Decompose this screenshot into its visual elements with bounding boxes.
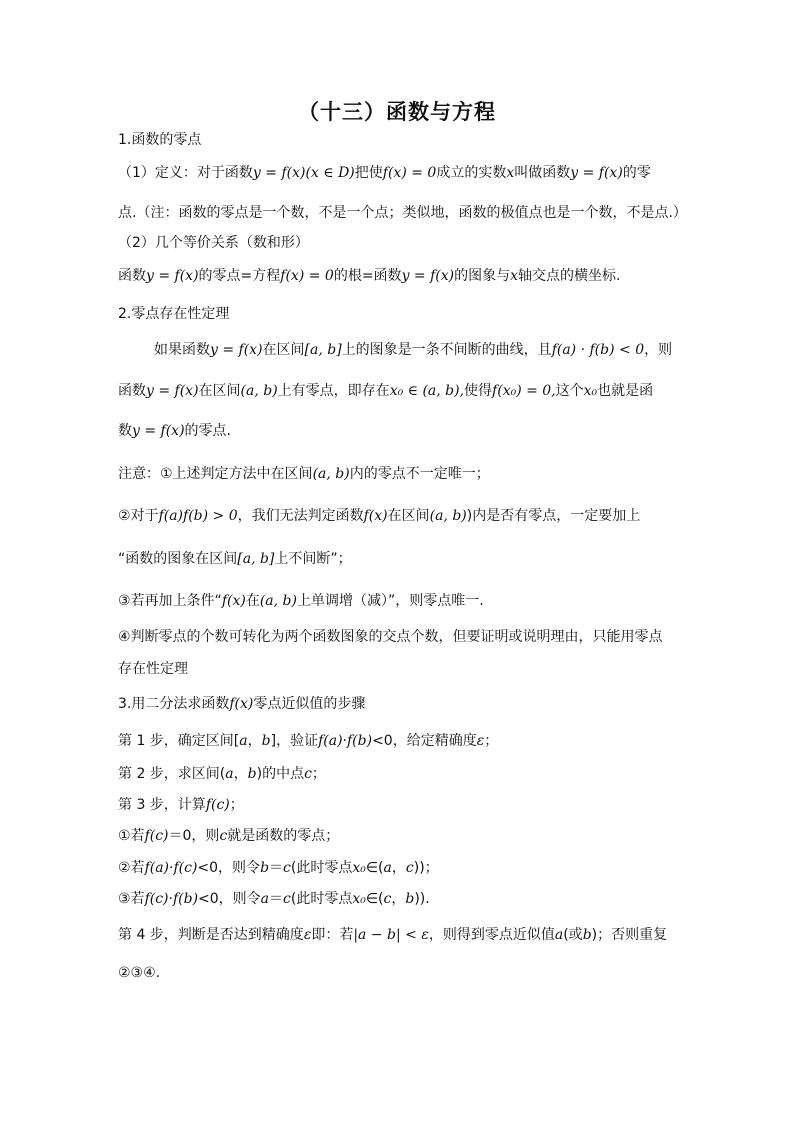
formula: a <box>225 766 234 782</box>
note-2-continued <box>118 549 688 569</box>
text: 注意：①上述判定方法中在区间 <box>118 466 313 482</box>
text: 就是函数的零点； <box>227 828 340 844</box>
formula: c <box>283 860 291 876</box>
formula: x₀ <box>352 891 366 907</box>
text: ，则得到零点近似值 <box>428 927 555 943</box>
text: 在区间 <box>198 383 241 399</box>
text: 这个 <box>555 383 584 399</box>
note-1 <box>118 464 688 484</box>
text: <0，给定精确度 <box>372 733 477 749</box>
formula: x <box>510 268 519 284</box>
formula: c <box>383 891 392 907</box>
formula: f(a)·f(b) <box>318 733 373 749</box>
section-3-heading <box>118 694 688 714</box>
text: 零点近似值的步骤 <box>253 696 366 712</box>
definition-line-1 <box>118 163 688 183</box>
formula: x₀ ∈ (a, b), <box>389 383 465 399</box>
text: ))； <box>413 860 439 876</box>
formula: f(c) <box>144 828 169 844</box>
text: ②对于 <box>118 508 159 524</box>
formula: f(a) · f(b) < 0 <box>551 342 645 358</box>
text: ， <box>391 860 406 876</box>
text: ； <box>229 797 244 813</box>
text: <0，则令 <box>197 860 261 876</box>
text: (此时零点 <box>290 860 353 876</box>
formula: f(a)·f(c) <box>144 860 198 876</box>
page-title: （十三）函数与方程 <box>298 100 496 124</box>
text: 也就是函 <box>597 383 654 399</box>
text: ，则 <box>644 342 673 358</box>
text: ②若 <box>118 860 145 876</box>
subsection-2-heading: （2）几个等价关系（数和形） <box>118 235 309 251</box>
formula: (a, b) <box>429 508 467 524</box>
formula: b <box>405 891 415 907</box>
formula: y = f(x) <box>146 383 199 399</box>
text: 第 3 步，计算 <box>118 797 206 813</box>
formula: |a − b| < ε <box>353 927 429 943</box>
text: ， <box>391 891 406 907</box>
text: )的中点 <box>256 766 305 782</box>
step-1 <box>118 731 688 751</box>
text: 上不间断”； <box>274 551 352 567</box>
formula: x₀ <box>352 860 366 876</box>
formula: y = f(x) <box>132 423 185 439</box>
section-2-heading: 2.零点存在性定理 <box>118 306 230 322</box>
formula: b <box>260 860 270 876</box>
formula: y = f(x) <box>401 268 455 284</box>
case-2 <box>118 858 688 878</box>
text: ＝0，则 <box>168 828 220 844</box>
step-4 <box>118 925 688 945</box>
text: 在 <box>245 593 260 609</box>
text: 成立的实数 <box>436 165 507 181</box>
formula: f(x) = 0 <box>280 268 334 284</box>
text: 第 1 步，确定区间[ <box>118 733 240 749</box>
text: 把使 <box>354 165 383 181</box>
text: 第 4 步，判断是否达到精确度 <box>118 927 304 943</box>
text: 叫做函数 <box>514 165 571 181</box>
text: ， <box>247 733 262 749</box>
step-3 <box>118 795 688 815</box>
text: 内的零点不一定唯一； <box>349 466 490 482</box>
formula: y = f(x) <box>570 165 623 181</box>
text: 的零点. <box>184 423 231 439</box>
formula: b <box>261 733 271 749</box>
formula: (a, b) <box>312 466 350 482</box>
formula: [a, b] <box>237 551 275 567</box>
text: (或 <box>563 927 583 943</box>
formula: c <box>283 891 291 907</box>
text: )). <box>414 891 430 907</box>
formula: a <box>383 860 392 876</box>
formula: c <box>304 766 312 782</box>
step-4-continued: ②③④. <box>118 965 161 981</box>
note-4-line-1: ④判断零点的个数可转化为两个函数图象的交点个数，但要证明或说明理由，只能用零点 <box>118 629 663 645</box>
formula: b <box>247 766 257 782</box>
formula: b <box>582 927 592 943</box>
note-2 <box>118 506 688 526</box>
text: ＝ <box>269 891 284 907</box>
formula: a <box>239 733 248 749</box>
text: 的图象与 <box>454 268 511 284</box>
formula: a <box>260 891 270 907</box>
text: 第 2 步，求区间( <box>118 766 226 782</box>
text: ＝ <box>269 860 284 876</box>
text: ∈( <box>365 891 384 907</box>
formula: (a, b) <box>259 593 297 609</box>
formula: y = f(x) <box>146 268 199 284</box>
formula: f(a)f(b) > 0 <box>158 508 238 524</box>
text: ]，验证 <box>270 733 319 749</box>
formula: y = f(x)(x ∈ D) <box>252 165 355 181</box>
text: 在区间 <box>387 508 430 524</box>
text: )内是否有零点，一定要加上 <box>466 508 641 524</box>
text: “函数的图象在区间 <box>118 551 238 567</box>
theorem-line-2 <box>118 381 688 401</box>
text: 即：若 <box>311 927 354 943</box>
text: 3.用二分法求函数 <box>118 696 230 712</box>
text: ∈( <box>365 860 384 876</box>
formula: x <box>506 165 515 181</box>
formula: f(x) <box>363 508 388 524</box>
text: 函数 <box>118 383 146 399</box>
text: 上单调增（减）”，则零点唯一. <box>296 593 484 609</box>
note-3 <box>118 591 688 611</box>
formula: ε <box>303 927 312 943</box>
text: ①若 <box>118 828 145 844</box>
text: ③若再加上条件“ <box>118 593 222 609</box>
text: ③若 <box>118 891 145 907</box>
formula: [a, b] <box>304 342 342 358</box>
formula: f(x) <box>221 593 246 609</box>
section-1-heading: 1.函数的零点 <box>118 132 202 148</box>
text: ， <box>233 766 248 782</box>
theorem-line-1 <box>154 340 724 360</box>
formula: ε <box>476 733 485 749</box>
formula: f(x) = 0 <box>382 165 437 181</box>
text: 使得 <box>464 383 493 399</box>
formula: c <box>405 860 414 876</box>
step-2 <box>118 764 688 784</box>
text: 在区间 <box>262 342 305 358</box>
formula: a <box>554 927 564 943</box>
text: 轴交点的横坐标. <box>518 268 621 284</box>
text: 上的图象是一条不间断的曲线，且 <box>341 342 552 358</box>
theorem-line-3 <box>118 421 688 441</box>
formula: f(c)·f(b) <box>144 891 199 907</box>
formula: y = f(x) <box>210 342 263 358</box>
formula: f(x) <box>229 696 254 712</box>
text: 函数 <box>118 268 146 284</box>
text: (此时零点 <box>290 891 353 907</box>
note-4-line-2: 存在性定理 <box>118 661 188 677</box>
text: 的零点=方程 <box>198 268 281 284</box>
definition-line-2: 点.（注：函数的零点是一个数，不是一个点；类似地，函数的极值点也是一个数，不是点.） <box>118 205 687 221</box>
formula: c <box>219 828 228 844</box>
text: )；否则重复 <box>591 927 668 943</box>
text: 的零 <box>622 165 651 181</box>
text: 数 <box>118 423 132 439</box>
text: ； <box>311 766 326 782</box>
text: ，我们无法判定函数 <box>237 508 364 524</box>
text: <0，则令 <box>198 891 261 907</box>
text: 如果函数 <box>154 342 210 358</box>
text: 上有零点，即存在 <box>277 383 390 399</box>
formula: (a, b) <box>240 383 278 399</box>
case-3 <box>118 889 688 909</box>
case-1 <box>118 826 688 846</box>
text: ； <box>484 733 499 749</box>
text: （1）定义：对于函数 <box>118 165 253 181</box>
text: 的根=函数 <box>333 268 402 284</box>
formula: x₀ <box>583 383 598 399</box>
formula: f(x₀) = 0, <box>492 383 556 399</box>
formula: f(c) <box>205 797 230 813</box>
equivalence-line <box>118 266 688 286</box>
